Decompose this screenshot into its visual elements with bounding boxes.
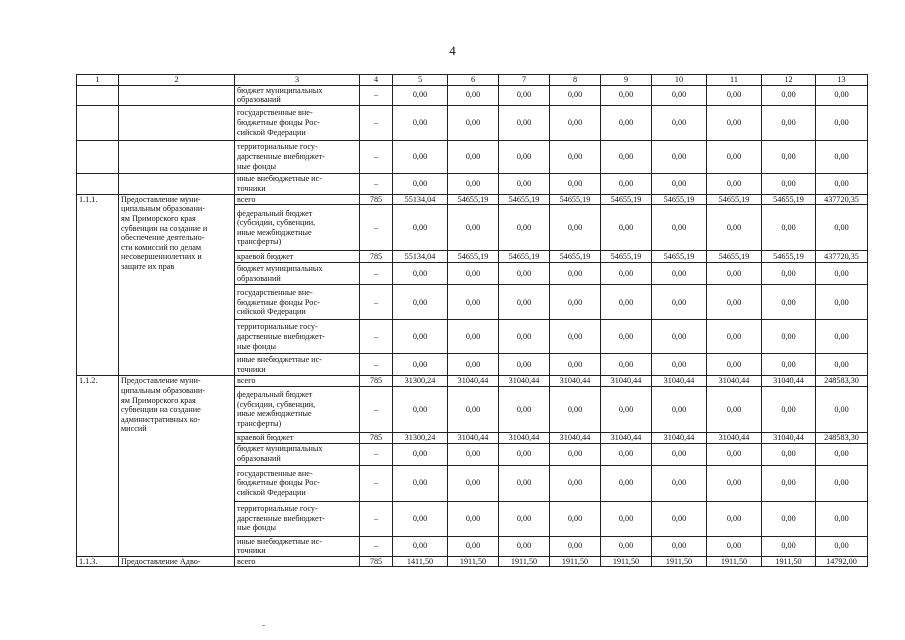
year-value: 0,00: [707, 105, 762, 140]
total-value: 0,00: [816, 536, 868, 556]
item-description: [119, 85, 235, 105]
year-value: 54655,19: [652, 194, 707, 205]
year-value: 0,00: [550, 536, 601, 556]
year-value: 0,00: [762, 263, 816, 285]
funding-source: иные внебюджетные ис- точники: [235, 173, 360, 194]
header-cell: 10: [652, 75, 707, 86]
year-value: 0,00: [393, 105, 448, 140]
header-cell: 11: [707, 75, 762, 86]
funding-source: всего: [235, 376, 360, 387]
table-row: [77, 376, 868, 387]
year-value: 0,00: [393, 263, 448, 285]
year-value: 31040,44: [550, 376, 601, 387]
year-value: 1911,50: [652, 556, 707, 567]
total-value: 248583,30: [816, 432, 868, 443]
year-value: 0,00: [448, 205, 499, 251]
year-value: 31300,24: [393, 432, 448, 443]
table-row: [77, 173, 868, 194]
year-value: 54655,19: [707, 194, 762, 205]
table-row: [77, 85, 868, 105]
year-value: 54655,19: [448, 251, 499, 263]
grbs-code: –: [360, 320, 393, 354]
year-value: 0,00: [448, 465, 499, 501]
year-value: 0,00: [499, 85, 550, 105]
year-value: 0,00: [448, 354, 499, 376]
year-value: 0,00: [652, 173, 707, 194]
year-value: 0,00: [550, 386, 601, 432]
page-number: 4: [449, 43, 456, 58]
year-value: 0,00: [652, 354, 707, 376]
year-value: 31040,44: [448, 376, 499, 387]
item-description: [119, 173, 235, 194]
year-value: 0,00: [762, 320, 816, 354]
header-cell: 2: [119, 75, 235, 86]
funding-source: бюджет муниципальных образований: [235, 263, 360, 285]
year-value: 0,00: [448, 173, 499, 194]
grbs-code: –: [360, 536, 393, 556]
year-value: 0,00: [499, 536, 550, 556]
year-value: 0,00: [601, 320, 652, 354]
year-value: 54655,19: [550, 251, 601, 263]
year-value: 0,00: [652, 386, 707, 432]
grbs-code: –: [360, 354, 393, 376]
grbs-code: –: [360, 386, 393, 432]
year-value: 0,00: [550, 173, 601, 194]
year-value: 0,00: [762, 443, 816, 465]
total-value: 0,00: [816, 443, 868, 465]
year-value: 0,00: [707, 173, 762, 194]
item-description: [119, 140, 235, 173]
year-value: 54655,19: [762, 251, 816, 263]
year-value: 0,00: [448, 386, 499, 432]
year-value: 0,00: [550, 263, 601, 285]
header-cell: 5: [393, 75, 448, 86]
year-value: 1411,50: [393, 556, 448, 567]
header-cell: 9: [601, 75, 652, 86]
grbs-code: –: [360, 205, 393, 251]
funding-source: территориальные госу- дарственные внебюджет- ные фонды: [235, 501, 360, 536]
year-value: 54655,19: [448, 194, 499, 205]
grbs-code: –: [360, 140, 393, 173]
year-value: 31040,44: [499, 432, 550, 443]
year-value: 0,00: [707, 263, 762, 285]
year-value: 0,00: [448, 263, 499, 285]
year-value: 0,00: [499, 140, 550, 173]
grbs-code: 785: [360, 432, 393, 443]
year-value: 0,00: [499, 465, 550, 501]
year-value: 54655,19: [499, 194, 550, 205]
year-value: 0,00: [652, 536, 707, 556]
year-value: 0,00: [550, 205, 601, 251]
year-value: 0,00: [550, 285, 601, 320]
total-value: 0,00: [816, 501, 868, 536]
year-value: 0,00: [448, 105, 499, 140]
year-value: 0,00: [448, 85, 499, 105]
year-value: 0,00: [652, 465, 707, 501]
year-value: 0,00: [762, 501, 816, 536]
header-cell: 13: [816, 75, 868, 86]
grbs-code: 785: [360, 194, 393, 205]
year-value: 0,00: [601, 501, 652, 536]
item-number: 1.1.1.: [77, 194, 119, 376]
year-value: 1911,50: [707, 556, 762, 567]
total-value: 0,00: [816, 285, 868, 320]
year-value: 0,00: [601, 443, 652, 465]
year-value: 0,00: [393, 443, 448, 465]
year-value: 0,00: [652, 263, 707, 285]
year-value: 0,00: [601, 263, 652, 285]
grbs-code: 785: [360, 376, 393, 387]
year-value: 54655,19: [707, 251, 762, 263]
year-value: 0,00: [550, 465, 601, 501]
year-value: 31040,44: [762, 432, 816, 443]
total-value: 0,00: [816, 205, 868, 251]
total-value: 0,00: [816, 354, 868, 376]
year-value: 55134,04: [393, 251, 448, 263]
table-row: [77, 556, 868, 567]
funding-source: федеральный бюджет (субсидии, субвенции, иные межбюджетные трансферты): [235, 386, 360, 432]
year-value: 0,00: [707, 320, 762, 354]
year-value: 0,00: [393, 386, 448, 432]
year-value: 0,00: [499, 263, 550, 285]
year-value: 1911,50: [550, 556, 601, 567]
total-value: 14792,00: [816, 556, 868, 567]
item-description: Предоставление муни- ципальным образовани- ям Приморского края субвенции на создание административных ко- миссий: [119, 376, 235, 556]
year-value: 54655,19: [601, 251, 652, 263]
year-value: 1911,50: [762, 556, 816, 567]
grbs-code: –: [360, 285, 393, 320]
year-value: 0,00: [550, 320, 601, 354]
year-value: 0,00: [652, 320, 707, 354]
year-value: 0,00: [393, 354, 448, 376]
year-value: 0,00: [393, 85, 448, 105]
year-value: 31040,44: [550, 432, 601, 443]
year-value: 0,00: [550, 105, 601, 140]
funding-source: государственные вне- бюджетные фонды Рос- сийской Федерации: [235, 465, 360, 501]
year-value: 0,00: [762, 105, 816, 140]
year-value: 0,00: [601, 536, 652, 556]
total-value: 0,00: [816, 386, 868, 432]
funding-source: федеральный бюджет (субсидии, субвенции, иные межбюджетные трансферты): [235, 205, 360, 251]
year-value: 31040,44: [601, 376, 652, 387]
funding-source: бюджет муниципальных образований: [235, 85, 360, 105]
scan-artifact: [262, 625, 265, 626]
total-value: 0,00: [816, 105, 868, 140]
grbs-code: –: [360, 501, 393, 536]
grbs-code: –: [360, 173, 393, 194]
year-value: 55134,04: [393, 194, 448, 205]
year-value: 0,00: [707, 501, 762, 536]
year-value: 31300,24: [393, 376, 448, 387]
total-value: 437720,35: [816, 251, 868, 263]
year-value: 54655,19: [652, 251, 707, 263]
total-value: 0,00: [816, 263, 868, 285]
year-value: 0,00: [393, 173, 448, 194]
header-cell: 12: [762, 75, 816, 86]
year-value: 0,00: [707, 354, 762, 376]
year-value: 0,00: [707, 85, 762, 105]
year-value: 0,00: [601, 354, 652, 376]
year-value: 0,00: [652, 105, 707, 140]
year-value: 0,00: [448, 501, 499, 536]
funding-source: территориальные госу- дарственные внебюджет- ные фонды: [235, 320, 360, 354]
year-value: 0,00: [601, 140, 652, 173]
grbs-code: –: [360, 465, 393, 501]
year-value: 0,00: [448, 443, 499, 465]
year-value: 0,00: [499, 105, 550, 140]
header-cell: 4: [360, 75, 393, 86]
funding-source: краевой бюджет: [235, 432, 360, 443]
year-value: 54655,19: [499, 251, 550, 263]
header-cell: 7: [499, 75, 550, 86]
year-value: 0,00: [499, 320, 550, 354]
header-cell: 3: [235, 75, 360, 86]
year-value: 31040,44: [448, 432, 499, 443]
year-value: 0,00: [393, 501, 448, 536]
year-value: 0,00: [707, 465, 762, 501]
year-value: 0,00: [762, 173, 816, 194]
year-value: 0,00: [707, 386, 762, 432]
year-value: 54655,19: [550, 194, 601, 205]
funding-source: территориальные госу- дарственные внебюджет- ные фонды: [235, 140, 360, 173]
year-value: 0,00: [652, 85, 707, 105]
year-value: 0,00: [499, 501, 550, 536]
year-value: 0,00: [601, 105, 652, 140]
funding-source: всего: [235, 556, 360, 567]
year-value: 0,00: [762, 85, 816, 105]
item-number: 1.1.3.: [77, 556, 119, 567]
grbs-code: 785: [360, 251, 393, 263]
year-value: 0,00: [393, 285, 448, 320]
grbs-code: –: [360, 443, 393, 465]
funding-source: государственные вне- бюджетные фонды Рос- сийской Федерации: [235, 105, 360, 140]
year-value: 0,00: [393, 536, 448, 556]
year-value: 0,00: [762, 354, 816, 376]
item-number: [77, 140, 119, 173]
year-value: 0,00: [707, 205, 762, 251]
item-description: [119, 105, 235, 140]
header-cell: 8: [550, 75, 601, 86]
year-value: 0,00: [762, 386, 816, 432]
year-value: 0,00: [550, 85, 601, 105]
funding-source: государственные вне- бюджетные фонды Рос- сийской Федерации: [235, 285, 360, 320]
table-row: [77, 194, 868, 205]
year-value: 31040,44: [707, 376, 762, 387]
total-value: 0,00: [816, 320, 868, 354]
year-value: 54655,19: [601, 194, 652, 205]
year-value: 0,00: [601, 285, 652, 320]
item-number: [77, 85, 119, 105]
total-value: 437720,35: [816, 194, 868, 205]
funding-source: иные внебюджетные ис- точники: [235, 354, 360, 376]
year-value: 0,00: [448, 140, 499, 173]
year-value: 31040,44: [652, 432, 707, 443]
year-value: 0,00: [499, 205, 550, 251]
year-value: 31040,44: [601, 432, 652, 443]
funding-source: всего: [235, 194, 360, 205]
total-value: 248583,30: [816, 376, 868, 387]
year-value: 0,00: [762, 205, 816, 251]
total-value: 0,00: [816, 85, 868, 105]
year-value: 0,00: [762, 465, 816, 501]
header-cell: 6: [448, 75, 499, 86]
year-value: 31040,44: [762, 376, 816, 387]
year-value: 0,00: [707, 140, 762, 173]
grbs-code: 785: [360, 556, 393, 567]
header-cell: 1: [77, 75, 119, 86]
year-value: 1911,50: [499, 556, 550, 567]
year-value: 0,00: [393, 465, 448, 501]
year-value: 0,00: [707, 536, 762, 556]
year-value: 0,00: [393, 140, 448, 173]
year-value: 0,00: [762, 140, 816, 173]
year-value: 0,00: [652, 501, 707, 536]
year-value: 0,00: [707, 285, 762, 320]
header-row: [77, 75, 868, 86]
year-value: 0,00: [652, 285, 707, 320]
year-value: 0,00: [652, 140, 707, 173]
year-value: 1911,50: [448, 556, 499, 567]
year-value: 54655,19: [762, 194, 816, 205]
grbs-code: –: [360, 85, 393, 105]
year-value: 0,00: [499, 443, 550, 465]
year-value: 0,00: [448, 536, 499, 556]
year-value: 1911,50: [601, 556, 652, 567]
funding-source: бюджет муниципальных образований: [235, 443, 360, 465]
item-description: Предоставление муни- ципальным образовани- ям Приморского края субвенции на создание и обеспечение деятельно- сти комиссий по делам несовершеннолетних и защите их прав: [119, 194, 235, 376]
item-number: [77, 173, 119, 194]
year-value: 0,00: [448, 285, 499, 320]
year-value: 0,00: [652, 205, 707, 251]
table-row: [77, 140, 868, 173]
year-value: 0,00: [499, 285, 550, 320]
year-value: 0,00: [652, 443, 707, 465]
year-value: 0,00: [550, 501, 601, 536]
budget-table: [76, 74, 868, 567]
table-body: [77, 75, 868, 567]
item-number: [77, 105, 119, 140]
grbs-code: –: [360, 105, 393, 140]
year-value: 0,00: [393, 205, 448, 251]
item-description: Предоставление Адво-: [119, 556, 235, 567]
year-value: 0,00: [499, 354, 550, 376]
year-value: 0,00: [601, 465, 652, 501]
total-value: 0,00: [816, 173, 868, 194]
year-value: 31040,44: [499, 376, 550, 387]
year-value: 0,00: [762, 285, 816, 320]
year-value: 0,00: [601, 85, 652, 105]
table-row: [77, 105, 868, 140]
year-value: 0,00: [707, 443, 762, 465]
year-value: 0,00: [448, 320, 499, 354]
funding-source: иные внебюджетные ис- точники: [235, 536, 360, 556]
total-value: 0,00: [816, 140, 868, 173]
year-value: 0,00: [550, 140, 601, 173]
year-value: 0,00: [601, 205, 652, 251]
year-value: 0,00: [393, 320, 448, 354]
year-value: 31040,44: [707, 432, 762, 443]
total-value: 0,00: [816, 465, 868, 501]
year-value: 0,00: [499, 386, 550, 432]
year-value: 0,00: [550, 354, 601, 376]
year-value: 0,00: [499, 173, 550, 194]
funding-source: краевой бюджет: [235, 251, 360, 263]
item-number: 1.1.2.: [77, 376, 119, 556]
grbs-code: –: [360, 263, 393, 285]
year-value: 0,00: [762, 536, 816, 556]
year-value: 0,00: [601, 386, 652, 432]
year-value: 0,00: [550, 443, 601, 465]
year-value: 31040,44: [652, 376, 707, 387]
year-value: 0,00: [601, 173, 652, 194]
